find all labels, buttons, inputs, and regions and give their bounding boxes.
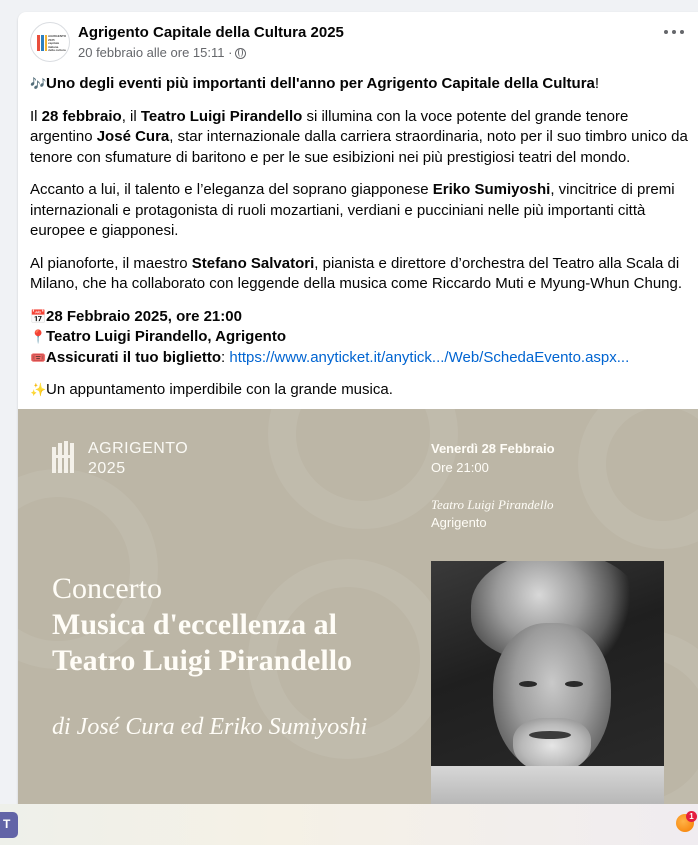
avatar-text: AGRIGENTO 2025 capitale italiana della cultura bbox=[48, 34, 67, 52]
post-message bbox=[30, 74, 694, 445]
poster-time: Ore 21:00 bbox=[431, 460, 489, 475]
globe-icon bbox=[235, 48, 246, 59]
os-taskbar bbox=[0, 804, 698, 845]
agrigento-logo-icon bbox=[37, 35, 47, 51]
page-avatar[interactable] bbox=[30, 22, 70, 62]
poster-kicker: Concerto bbox=[52, 572, 162, 605]
paragraph-soprano: Accanto a lui, il talento e l’eleganza del soprano giapponese Eriko Sumiyoshi, vincitrice di premi internazionali e protagonista di ruoli mozartiani, verdiani e pucciniani nelle più importanti città europee e giapponesi. bbox=[30, 181, 675, 239]
notification-badge: 1 bbox=[686, 811, 697, 822]
calendar-icon: 📅 bbox=[30, 308, 47, 324]
paragraph-tenor: Il 28 febbraio, il Teatro Luigi Pirandello si illumina con la voce potente del grande tenore argentino José Cura, star internazionale dalla carriera straordinaria, noto per il suo timbro unico da tenore con sfumature di baritono e per le sue esibizioni nei più prestigiosi teatri del mondo. bbox=[30, 107, 688, 166]
poster-venue: Teatro Luigi Pirandello bbox=[431, 497, 554, 512]
poster-city: Agrigento bbox=[431, 515, 487, 530]
facebook-post-card bbox=[18, 12, 698, 845]
more-options-icon[interactable] bbox=[664, 28, 688, 36]
poster-title-line2: Teatro Luigi Pirandello bbox=[52, 644, 353, 677]
poster-logo-year: 2025 bbox=[88, 460, 126, 477]
post-headline: 🎶Uno degli eventi più importanti dell'anno per Agrigento Capitale della Cultura! bbox=[30, 74, 694, 95]
sparkles-icon: ✨ bbox=[30, 382, 47, 397]
tenor-portrait-photo bbox=[431, 561, 664, 805]
decorative-circle bbox=[268, 409, 458, 529]
closing-line: ✨Un appuntamento imperdibile con la grande musica. bbox=[30, 380, 694, 401]
poster-logo-text: AGRIGENTO bbox=[88, 440, 189, 457]
agrigento-2025-logo-icon bbox=[52, 441, 78, 473]
event-details: 📅28 Febbraio 2025, ore 21:00 📍Teatro Luigi Pirandello, Agrigento 🎟️Assicurati il tuo biglietto: https://www.anyticket.it/anytick.../Web/SchedaEvento.aspx... bbox=[30, 307, 694, 369]
pin-icon: 📍 bbox=[30, 329, 47, 344]
poster-title-line1: Musica d'eccellenza al bbox=[52, 608, 337, 641]
post-timestamp[interactable] bbox=[78, 45, 246, 60]
paragraph-pianist: Al pianoforte, il maestro Stefano Salvatori, pianista e direttore d’orchestra del Teatro alla Scala di Milano, che ha collaborato con leggende della musica come Riccardo Muti e Myung-Whun Chung. bbox=[30, 254, 683, 292]
poster-byline: di José Cura ed Eriko Sumiyoshi bbox=[52, 714, 368, 740]
page-name-link[interactable]: Agrigento Capitale della Cultura 2025 bbox=[78, 24, 344, 41]
post-header bbox=[30, 22, 698, 64]
poster-date: Venerdì 28 Febbraio bbox=[431, 441, 555, 456]
ticket-icon: 🎟️ bbox=[30, 349, 47, 365]
teams-icon[interactable]: T bbox=[0, 812, 18, 838]
decorative-circle bbox=[578, 409, 698, 549]
event-poster-image[interactable] bbox=[18, 409, 698, 845]
music-notes-icon: 🎶 bbox=[30, 76, 47, 91]
timestamp-text[interactable]: 20 febbraio alle ore 15:11 · bbox=[78, 45, 233, 60]
ticket-link[interactable]: https://www.anyticket.it/anytick.../Web/SchedaEvento.aspx... bbox=[229, 348, 630, 366]
